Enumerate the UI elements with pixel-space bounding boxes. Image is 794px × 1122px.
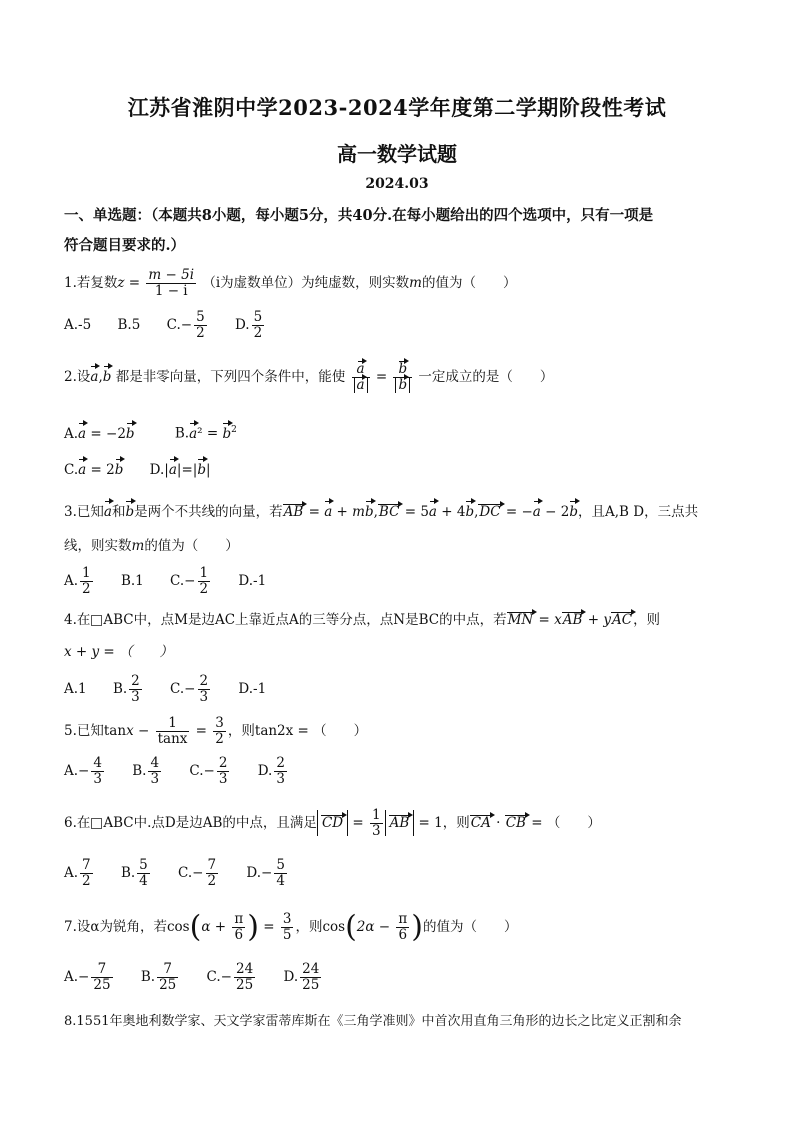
q6-coef-num: 1: [372, 807, 381, 823]
q1-num: m − 5i: [148, 267, 195, 283]
section-heading-line1: 一、单选题：（本题共8小题，每小题5分，共40分.在每小题给出的四个选项中，只有一项是: [64, 207, 654, 224]
q2-option-a: A.a = −2b: [64, 425, 135, 442]
q4-pre: 4.在: [64, 612, 91, 628]
q4-expr2: + y: [583, 612, 611, 628]
q5-b-label: B.: [132, 762, 147, 779]
q1-option-d-frac: [252, 310, 265, 341]
q5-rhs-num: 3: [215, 715, 224, 731]
q7-mid: ，则cos: [295, 918, 346, 935]
q2-option-b: $B.a^2 = b^2$: [174, 425, 237, 442]
q7-pre: 7.设α为锐角，若cos: [64, 918, 190, 935]
q1-post: （i为虚数单位）为纯虚数，则实数: [202, 274, 410, 291]
q3-a-label: A.: [64, 572, 79, 589]
q6-mid: ABC中.点D是边AB的中点，且满足: [103, 814, 317, 831]
q7-d-num: 24: [302, 961, 320, 977]
q1-option-c-frac: [194, 310, 207, 341]
exam-title: 江苏省淮阴中学2023-2024学年度第二学期阶段性考试: [127, 95, 667, 120]
q5-options: [64, 756, 744, 787]
question-7: 7.设α为锐角，若cos(α + $\frac{\pi}{6}$ ) = $\frac{3}{5}$ ，则cos(2α − $\frac{\pi}{6}$ )的值为（ ）: [64, 909, 518, 945]
q6-d-den: 4: [276, 872, 285, 889]
q4-expr: = x: [538, 612, 562, 628]
q1-option-d: [235, 310, 266, 341]
q1-c-den: 2: [196, 324, 205, 341]
q3-e1b: + m: [332, 504, 365, 520]
q6-a-num: 7: [82, 857, 91, 873]
q5-a-den: 3: [93, 770, 102, 787]
q2-pre: 2.设: [64, 368, 91, 385]
q7-a-label: A.−: [64, 968, 90, 985]
q5-eq: =: [191, 722, 212, 739]
q1-var: z: [117, 274, 125, 291]
q2-tail: 一定成立的是（ ）: [418, 368, 554, 385]
q4-b-label: B.: [112, 680, 128, 697]
q5-option-d: [258, 756, 289, 787]
q6-c-label: C.−: [178, 864, 204, 881]
exam-subtitle: 高一数学试题: [337, 142, 457, 166]
q1-option-c-label: C.−: [166, 316, 193, 333]
q7-option-d: [283, 962, 323, 993]
q1-options: [64, 310, 744, 341]
q5-num: 1: [156, 716, 190, 732]
q1-option-c: [167, 310, 209, 341]
q3-line2-tail: 的值为（ ）: [144, 538, 239, 554]
q6-a-frac: [80, 858, 93, 889]
q4-option-d: D.-1: [238, 680, 267, 697]
q7-arg2: 2α −: [356, 918, 395, 935]
q7-rhs-den: 5: [282, 926, 292, 943]
q5-c-den: 3: [218, 770, 228, 787]
q4-option-b: [113, 674, 144, 705]
q3-pre: 3.已知: [64, 504, 104, 520]
q3-c-frac: [198, 566, 211, 597]
q6-option-c: [178, 858, 220, 889]
q7-b-num: 7: [157, 962, 178, 978]
q7-rhs-num: 3: [282, 911, 292, 927]
q5-d-frac: [274, 756, 287, 787]
q5-a-frac: [91, 756, 104, 787]
q7-b-label: B.: [140, 968, 156, 985]
q7-option-c: [207, 962, 258, 993]
q7-arg1: α +: [201, 918, 231, 935]
question-4: 4.在 ABC中，点M是边AC上靠近点A的三等分点，点N是BC的中点，若MN = xAB + yAC，则: [64, 612, 661, 628]
q4-b-frac: [129, 674, 142, 705]
q7-d-label: D.: [283, 968, 299, 985]
section-heading: [64, 206, 744, 256]
q2-c-label: C.: [64, 462, 79, 478]
q6-b-den: 4: [139, 872, 148, 889]
q6-d-label: D.−: [246, 864, 273, 881]
question-8: 8.1551年奥地利数学家、天文学家雷蒂库斯在《三角学准则》中首次用直角三角形的边长之比定义正割和余: [64, 1014, 682, 1029]
q4-options: [64, 674, 744, 705]
q2-d-end: |: [205, 462, 211, 478]
q6-c-den: 2: [207, 872, 217, 889]
q1-d-num: 5: [253, 309, 263, 325]
q2-a-label: A.: [64, 425, 79, 442]
q3-options: [64, 566, 744, 597]
q3-c-label: C.−: [170, 572, 196, 589]
q7-eq: =: [258, 918, 279, 935]
q5-option-b: [132, 756, 163, 787]
q3-e3: = −: [505, 504, 533, 520]
section-heading-line2: 符合题目要求的.）: [64, 237, 186, 254]
exam-date: 2024.03: [365, 176, 429, 192]
q7-arg1-frac: [232, 912, 245, 943]
q1-option-b: B.5: [117, 316, 141, 333]
q3-e2: = 5: [404, 504, 429, 520]
q6-coef: [370, 808, 383, 839]
q1-den: 1 − i: [154, 282, 188, 299]
q4-c-den: 3: [199, 688, 209, 705]
q7-a-den: 25: [93, 976, 111, 993]
q5-option-a: [64, 756, 106, 787]
q7-d-frac: [300, 962, 321, 993]
q3-c-num: 1: [199, 565, 209, 581]
q2-mid: 都是非零向量，下列四个条件中，能使: [115, 368, 346, 385]
q6-c-frac: [206, 858, 219, 889]
q4-option-a: A.1: [64, 680, 87, 697]
q6-option-b: [121, 858, 152, 889]
q6-b-num: 5: [139, 857, 148, 873]
q7-option-b: [141, 962, 180, 993]
q3-a-frac: [80, 566, 93, 597]
q5-option-c: [189, 756, 231, 787]
q1-fraction: [146, 268, 196, 299]
q2-d-expr: |=|: [176, 462, 198, 478]
q7-c-frac: [234, 962, 255, 993]
q1-var2: m: [409, 274, 422, 291]
q7-arg2-num: π: [398, 911, 408, 927]
q3-option-c: [170, 566, 212, 597]
q3-tail: ，且A,B D，三点共: [578, 504, 699, 520]
q6-tail: = （ ）: [526, 814, 601, 831]
q7-arg2-den: 6: [398, 926, 408, 943]
q5-frac: [156, 716, 190, 747]
q6-option-a: [64, 858, 95, 889]
question-6: 6.在 ABC中.点D是边AB的中点，且满足 CD = $\frac{1}{3}$ AB = 1，则CA · CB = （ ）: [64, 807, 601, 839]
q3-option-a: [64, 566, 95, 597]
q4-c-label: C.−: [170, 680, 196, 697]
q5-pre: 5.已知tan: [64, 722, 127, 739]
q1-option-a: A.-5: [64, 316, 92, 333]
q5-c-label: C.−: [189, 762, 215, 779]
q2-option-d: D.|a|=|b|: [149, 462, 211, 478]
q5-b-num: 4: [150, 755, 160, 771]
q7-arg1-den: 6: [234, 926, 244, 943]
q6-pre: 6.在: [64, 814, 91, 831]
q5-b-frac: [148, 756, 161, 787]
q3-line2-text: 线，则实数: [64, 538, 132, 554]
q6-a-den: 2: [82, 872, 91, 889]
q4-line2: x + y = （ ）: [64, 644, 174, 660]
q6-c-num: 7: [207, 857, 217, 873]
q4-c-num: 2: [199, 673, 209, 689]
q5-x: x: [126, 722, 134, 739]
q1-option-d-label: D.: [234, 316, 250, 333]
q7-option-a: [64, 962, 115, 993]
q4-option-c: [170, 674, 212, 705]
q2-d-label: D.|: [149, 462, 169, 478]
q3-a-den: 2: [82, 580, 91, 597]
triangle-placeholder-icon: [91, 818, 102, 829]
q5-d-label: D.: [257, 762, 273, 779]
q2-a-expr: = −2: [90, 425, 126, 442]
q6-eq: =: [348, 814, 368, 831]
q3-a-num: 1: [82, 565, 91, 581]
q6-d-frac: [274, 858, 287, 889]
q7-a-frac: [91, 962, 112, 993]
q7-arg1-num: π: [234, 911, 244, 927]
q2-c-expr: = 2: [90, 462, 115, 478]
q5-rhs: [213, 716, 226, 747]
q6-options: [64, 858, 744, 889]
q1-d-den: 2: [253, 324, 263, 341]
q2-frac-a: $\frac{a}{a}$: [352, 362, 370, 393]
q4-mid: ABC中，点M是边AC上靠近点A的三等分点，点N是BC的中点，若: [103, 612, 507, 628]
q2-b-expr: ² =: [197, 425, 223, 442]
q5-a-label: A.−: [64, 762, 90, 779]
q7-a-num: 7: [91, 962, 112, 978]
q2-frac-b: $\frac{b}{b}$: [393, 362, 412, 393]
q6-b-frac: [137, 858, 150, 889]
question-1: 1.若复数z = $\frac{m - 5i}{1 - i}$ （i为虚数单位）为纯虚数，则实数m的值为（ ）: [64, 267, 517, 299]
q3-line2: 线，则实数m的值为（ ）: [64, 538, 239, 554]
q5-den: tanx: [157, 730, 188, 747]
q5-tail: ，则tan2x = （ ）: [227, 722, 368, 739]
q7-c-num: 24: [236, 961, 254, 977]
q7-b-frac: [157, 962, 178, 993]
q2-option-c: C.a = 2b: [64, 462, 124, 478]
question-5: [64, 716, 744, 747]
q7-options: [64, 962, 744, 993]
q3-mid: 是两个不共线的向量，若: [134, 504, 283, 520]
q5-minus: −: [133, 722, 154, 739]
q5-d-num: 2: [276, 755, 285, 771]
q7-c-label: C.−: [206, 968, 232, 985]
q1-tail: 的值为（ ）: [421, 274, 517, 291]
q3-e1: =: [308, 504, 325, 520]
q3-option-b: B.1: [120, 572, 144, 589]
q3-c-den: 2: [199, 580, 209, 597]
q5-c-frac: [217, 756, 230, 787]
q5-c-num: 2: [218, 755, 228, 771]
q7-b-den: 25: [159, 976, 177, 993]
q3-and: 和: [111, 504, 126, 520]
q7-arg2-frac: [396, 912, 409, 943]
q2-b-label: B.: [174, 425, 190, 442]
q6-coef-den: 3: [372, 822, 381, 839]
q6-eq1: = 1，则: [414, 814, 470, 831]
q6-a-label: A.: [64, 864, 79, 881]
q4-b-num: 2: [131, 673, 140, 689]
question-3: 3.已知a和b是两个不共线的向量，若AB = a + mb,BC = 5a + 4b,DC = −a − 2b，且A,B D，三点共: [64, 504, 699, 520]
q6-option-d: [246, 858, 289, 889]
q5-rhs-den: 2: [215, 730, 224, 747]
q7-tail: 的值为（ ）: [423, 918, 518, 935]
q5-a-num: 4: [93, 755, 102, 771]
q1-c-num: 5: [196, 309, 205, 325]
q3-option-d: D.-1: [238, 572, 267, 589]
triangle-placeholder-icon: [91, 615, 102, 626]
q6-dot: ·: [491, 814, 505, 831]
q4-tail: ，则: [633, 612, 661, 628]
q3-e2b: + 4: [436, 504, 466, 520]
question-2: 2.设a,b 都是非零向量，下列四个条件中，能使 $\frac{a}{a}$ = $\frac{b}{b}$ 一定成立的是（ ）: [64, 361, 554, 393]
q1-pre: 1.若复数: [64, 274, 118, 291]
q6-d-num: 5: [276, 857, 285, 873]
q2-options-row1: [64, 420, 744, 444]
q2-options-row2: [64, 460, 744, 480]
q7-c-den: 25: [236, 976, 254, 993]
q4-c-frac: [198, 674, 211, 705]
q6-b-label: B.: [120, 864, 136, 881]
q7-d-den: 25: [302, 976, 320, 993]
q4-b-den: 3: [131, 688, 140, 705]
q3-e3b: − 2: [540, 504, 570, 520]
q5-b-den: 3: [150, 770, 160, 787]
q5-d-den: 3: [276, 770, 285, 787]
q7-rhs: [281, 912, 294, 943]
